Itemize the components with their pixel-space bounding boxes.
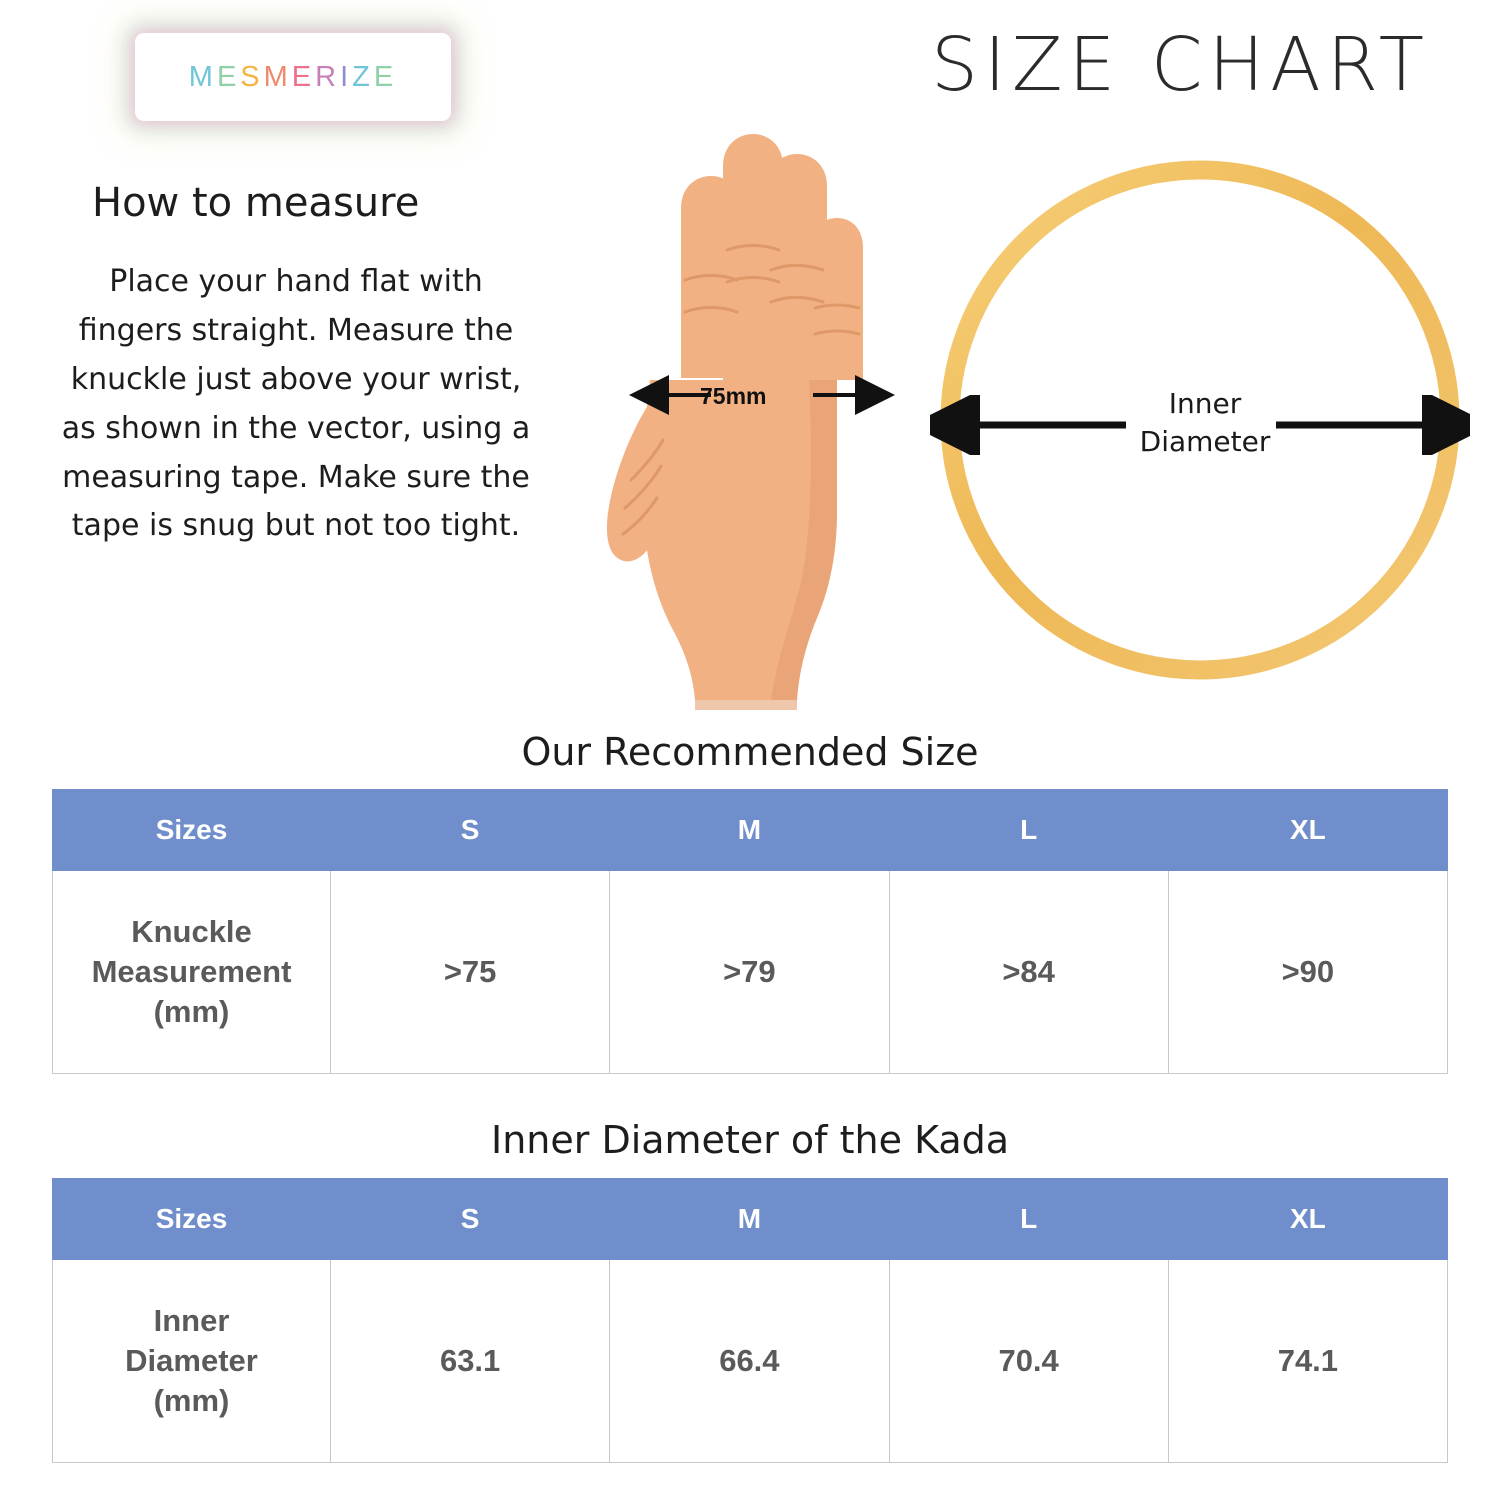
row-label-line: Knuckle xyxy=(131,914,252,950)
table-header-cell: XL xyxy=(1168,1179,1447,1260)
table-header-cell: L xyxy=(889,790,1168,871)
table-cell: >90 xyxy=(1168,871,1447,1074)
row-label-line: Inner xyxy=(153,1303,230,1339)
table-header-cell: L xyxy=(889,1179,1168,1260)
how-to-measure-body: Place your hand flat with fingers straight. Measure the knuckle just above your wrist, as shown in the vector, using a measuring tape. Make sure the tape is snug but not too tight. xyxy=(61,264,531,544)
table-cell: 70.4 xyxy=(889,1260,1168,1463)
row-label-line: (mm) xyxy=(153,1382,230,1418)
inner-diameter-label-line1: Inner xyxy=(1168,387,1242,420)
inner-diameter-table xyxy=(52,1178,1448,1463)
logo-letter: E xyxy=(373,60,398,93)
table-cell: >84 xyxy=(889,871,1168,1074)
table-header-cell: Sizes xyxy=(53,790,331,871)
inner-diameter-label-line2: Diameter xyxy=(1139,424,1271,458)
table-header-row xyxy=(53,790,1448,871)
row-label xyxy=(53,871,331,1074)
table-cell: 74.1 xyxy=(1168,1260,1447,1463)
how-to-measure-heading: How to measure xyxy=(92,180,420,226)
table-header-cell: M xyxy=(610,1179,889,1260)
inner-diameter-caption: Inner Diameter of the Kada xyxy=(490,1118,1010,1162)
logo-letter: E xyxy=(291,60,316,93)
page-title: SIZE CHART xyxy=(931,22,1430,108)
knuckle-measure-label: 75mm xyxy=(700,383,767,409)
table-header-cell: XL xyxy=(1168,790,1447,871)
row-label-line: Measurement xyxy=(91,954,292,990)
table-cell: >79 xyxy=(610,871,889,1074)
logo-letter: M xyxy=(188,60,217,93)
table-header-cell: S xyxy=(331,1179,610,1260)
table-row xyxy=(53,1260,1448,1463)
recommended-size-table xyxy=(52,789,1448,1074)
table-cell: 66.4 xyxy=(610,1260,889,1463)
row-label-line: (mm) xyxy=(153,993,230,1029)
logo-letter: I xyxy=(340,60,353,93)
logo-letter: R xyxy=(315,60,341,93)
table-header-row xyxy=(53,1179,1448,1260)
hand-diagram xyxy=(545,130,905,710)
logo-letter: E xyxy=(216,60,241,93)
row-label xyxy=(53,1260,331,1463)
inner-diameter-label xyxy=(1125,385,1285,461)
table-header-cell: M xyxy=(610,790,889,871)
table-row xyxy=(53,871,1448,1074)
table-cell: >75 xyxy=(331,871,610,1074)
recommended-size-caption: Our Recommended Size xyxy=(521,730,979,774)
brand-logo xyxy=(138,36,448,118)
row-label-line: Diameter xyxy=(125,1343,258,1379)
table-cell: 63.1 xyxy=(331,1260,610,1463)
table-header-cell: S xyxy=(331,790,610,871)
logo-letter: M xyxy=(263,60,292,93)
logo-letter: S xyxy=(240,60,264,93)
logo-letter: Z xyxy=(352,60,374,93)
brand-logo-text xyxy=(189,61,397,94)
table-header-cell: Sizes xyxy=(53,1179,331,1260)
